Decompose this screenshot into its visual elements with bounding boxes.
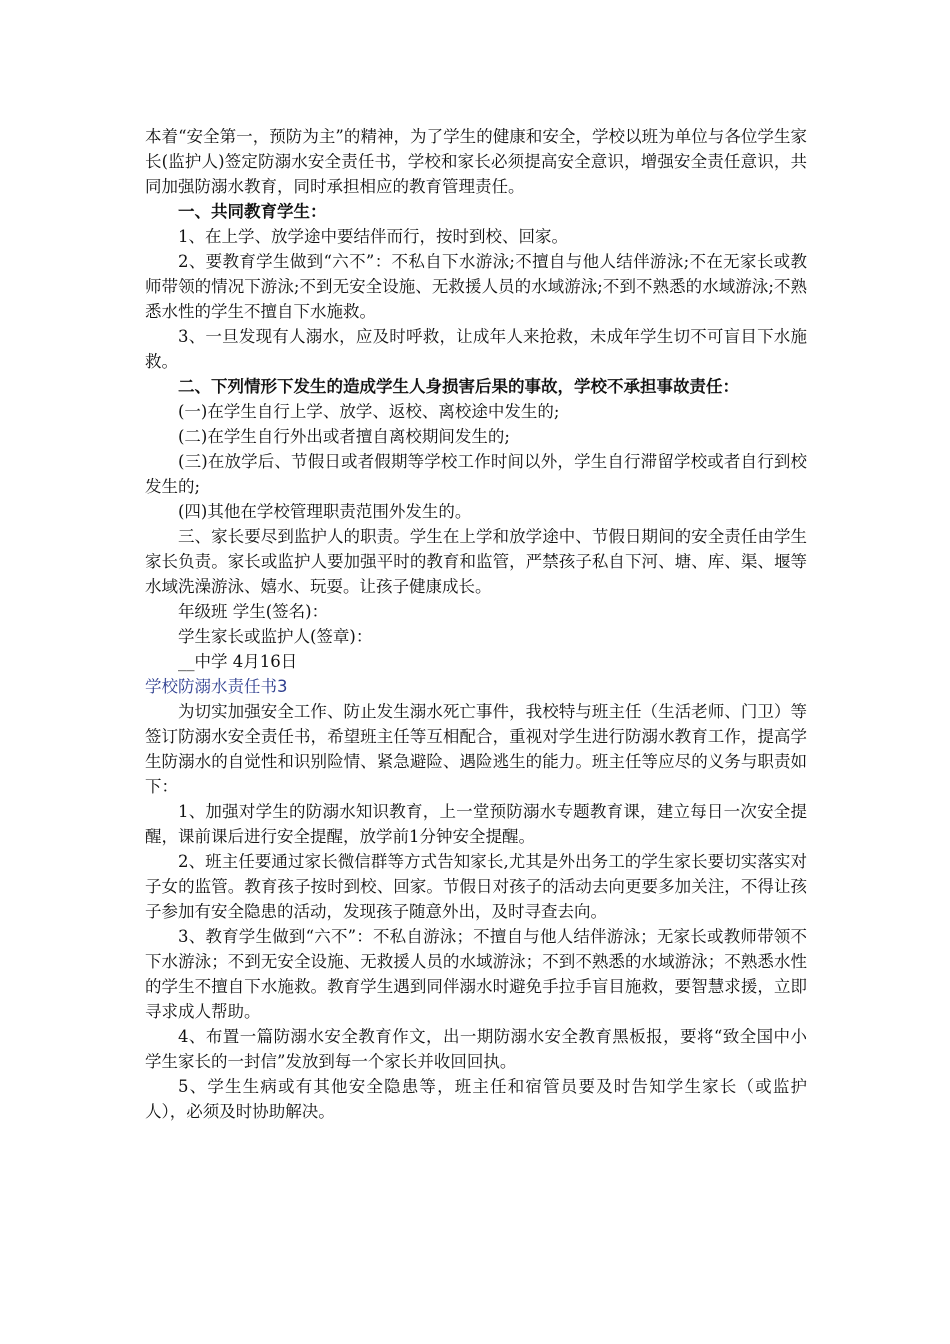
section-1-item-2: 2、要教育学生做到“六不”：不私自下水游泳;不擅自与他人结伴游泳;不在无家长或教师带领的情况下游泳;不到无安全设施、无救援人员的水域游泳;不到不熟悉的水域游泳;不熟悉水性的学生不擅自下水施救。 [145, 252, 807, 321]
section-2-heading: 二、下列情形下发生的造成学生人身损害后果的事故，学校不承担事故责任： [178, 377, 739, 396]
intro-paragraph: 本着“安全第一，预防为主”的精神，为了学生的健康和安全，学校以班为单位与各位学生家长(监护人)签定防溺水安全责任书，学校和家长必须提高安全意识，增强安全责任意识，共同加强防溺水教育，同时承担相应的教育管理责任。 [145, 127, 807, 196]
school-date-line: __中学 4月16日 [178, 652, 298, 671]
section-2-item-4: (四)其他在学校管理职责范围外发生的。 [178, 502, 472, 521]
section-1-heading: 一、共同教育学生： [178, 202, 327, 221]
student-signature-line: 年级班 学生(签名)： [178, 602, 329, 621]
part-3-item-2: 2、班主任要通过家长微信群等方式告知家长,尤其是外出务工的学生家长要切实落实对子女的监管。教育孩子按时到校、回家。节假日对孩子的活动去向更要多加关注，不得让孩子参加有安全隐患的活动，发现孩子随意外出，及时寻查去向。 [145, 852, 807, 921]
section-2-item-2: (二)在学生自行外出或者擅自离校期间发生的; [178, 427, 510, 446]
section-3-paragraph: 三、家长要尽到监护人的职责。学生在上学和放学途中、节假日期间的安全责任由学生家长负责。家长或监护人要加强平时的教育和监管，严禁孩子私自下河、塘、库、渠、堰等水域洗澡游泳、嬉水、玩耍。让孩子健康成长。 [145, 527, 807, 596]
part-3-item-1: 1、加强对学生的防溺水知识教育，上一堂预防溺水专题教育课，建立每日一次安全提醒，课前课后进行安全提醒，放学前1分钟安全提醒。 [145, 802, 807, 846]
part-3-intro-paragraph: 为切实加强安全工作、防止发生溺水死亡事件，我校特与班主任（生活老师、门卫）等签订防溺水安全责任书，希望班主任等互相配合，重视对学生进行防溺水教育工作，提高学生防溺水的自觉性和识别险情、紧急避险、遇险逃生的能力。班主任等应尽的义务与职责如下： [145, 702, 807, 796]
parent-signature-line: 学生家长或监护人(签章)： [178, 627, 373, 646]
part-3-item-4: 4、布置一篇防溺水安全教育作文，出一期防溺水安全教育黑板报，要将“致全国中小学生家长的一封信”发放到每一个家长并收回回执。 [145, 1027, 807, 1071]
document-heading: 学校防溺水责任书3 [145, 677, 288, 696]
section-2-item-1: (一)在学生自行上学、放学、返校、离校途中发生的; [178, 402, 560, 421]
document-page [145, 124, 807, 1124]
section-1-item-3: 3、一旦发现有人溺水，应及时呼救，让成年人来抢救，未成年学生切不可盲目下水施救。 [145, 327, 807, 371]
section-1-item-1: 1、在上学、放学途中要结伴而行，按时到校、回家。 [178, 227, 568, 246]
part-3-item-3: 3、教育学生做到“六不”：不私自游泳；不擅自与他人结伴游泳；无家长或教师带领不下水游泳；不到无安全设施、无救援人员的水域游泳；不到不熟悉的水域游泳；不熟悉水性的学生不擅自下水施救。教育学生遇到同伴溺水时避免手拉手盲目施救，要智慧求援，立即寻求成人帮助。 [145, 927, 807, 1021]
part-3-item-5: 5、学生生病或有其他安全隐患等，班主任和宿管员要及时告知学生家长（或监护人），必须及时协助解决。 [145, 1077, 807, 1121]
section-2-item-3: (三)在放学后、节假日或者假期等学校工作时间以外，学生自行滞留学校或者自行到校发生的; [145, 452, 807, 496]
